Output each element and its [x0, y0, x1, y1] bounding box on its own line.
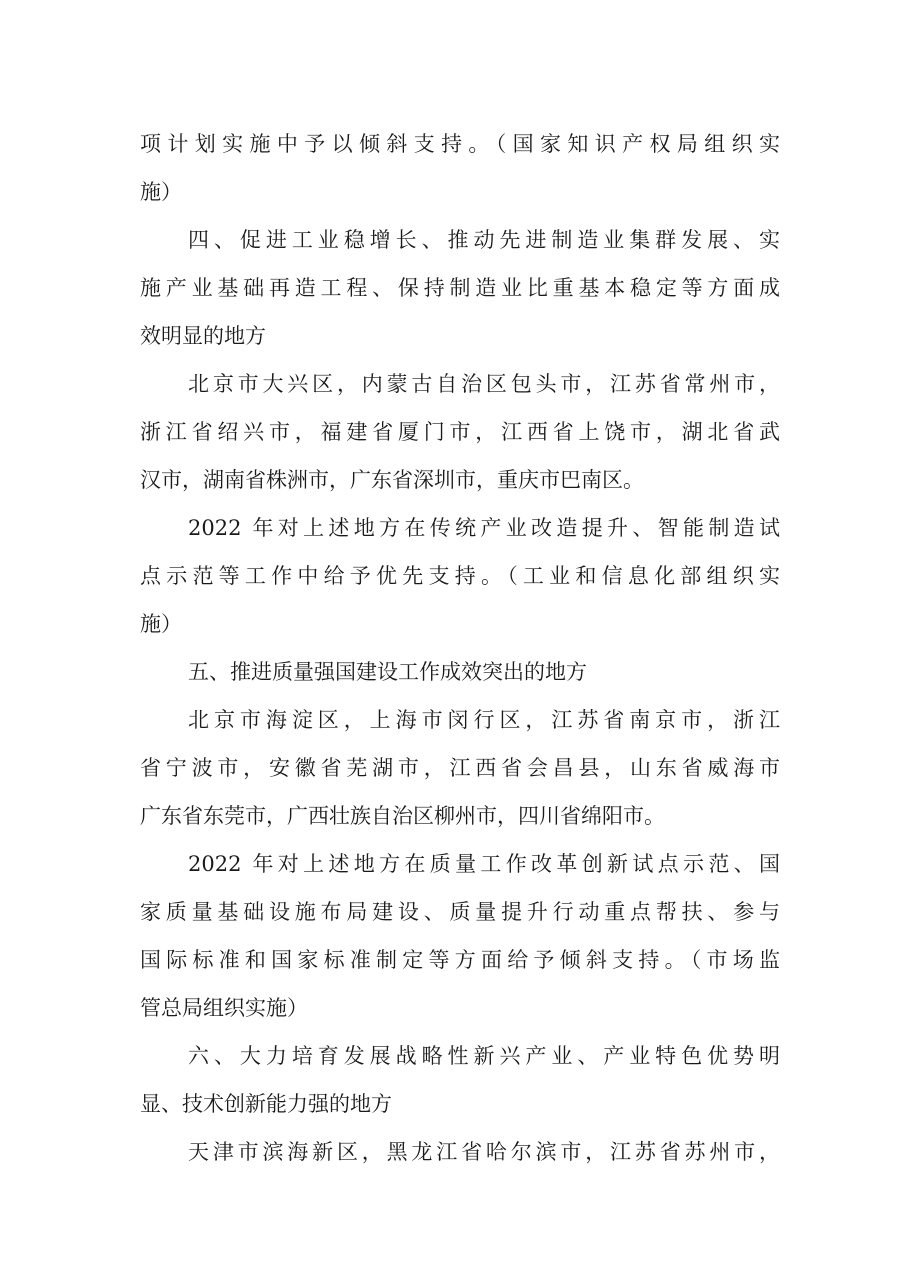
text-line: 家质量基础设施布局建设、质量提升行动重点帮扶、参与 — [140, 900, 780, 924]
section-heading: 六、大力培育发展战略性新兴产业、产业特色优势明 — [188, 1044, 780, 1068]
text-line: 汉市，湖南省株洲市，广东省深圳市，重庆市巴南区。 — [140, 468, 644, 492]
section-heading: 四、促进工业稳增长、推动先进制造业集群发展、实 — [188, 228, 780, 252]
text-line: 北京市大兴区，内蒙古自治区包头市，江苏省常州市， — [188, 372, 780, 396]
text-line: 浙江省绍兴市，福建省厦门市，江西省上饶市，湖北省武 — [140, 420, 780, 444]
text-line: 北京市海淀区，上海市闵行区，江苏省南京市，浙江 — [188, 708, 780, 732]
section-heading: 施产业基础再造工程、保持制造业比重基本稳定等方面成 — [140, 276, 780, 300]
section-heading: 显、技术创新能力强的地方 — [140, 1092, 392, 1116]
text-line: 广东省东莞市，广西壮族自治区柳州市，四川省绵阳市。 — [140, 804, 665, 828]
text-line: 国际标准和国家标准制定等方面给予倾斜支持。（市场监 — [140, 948, 780, 972]
text-line: 2022 年对上述地方在质量工作改革创新试点示范、国 — [188, 852, 780, 876]
text-line: 管总局组织实施） — [140, 996, 308, 1020]
text-line: 项计划实施中予以倾斜支持。（国家知识产权局组织实 — [140, 132, 780, 156]
section-heading: 五、推进质量强国建设工作成效突出的地方 — [188, 660, 587, 684]
section-heading: 效明显的地方 — [140, 324, 266, 348]
text-line: 2022 年对上述地方在传统产业改造提升、智能制造试 — [188, 516, 780, 540]
text-line: 施） — [140, 180, 182, 204]
text-line: 点示范等工作中给予优先支持。（工业和信息化部组织实 — [140, 564, 780, 588]
text-line: 天津市滨海新区，黑龙江省哈尔滨市，江苏省苏州市， — [188, 1140, 780, 1164]
text-line: 施） — [140, 612, 182, 636]
text-line: 省宁波市，安徽省芜湖市，江西省会昌县，山东省威海市 — [140, 756, 780, 780]
